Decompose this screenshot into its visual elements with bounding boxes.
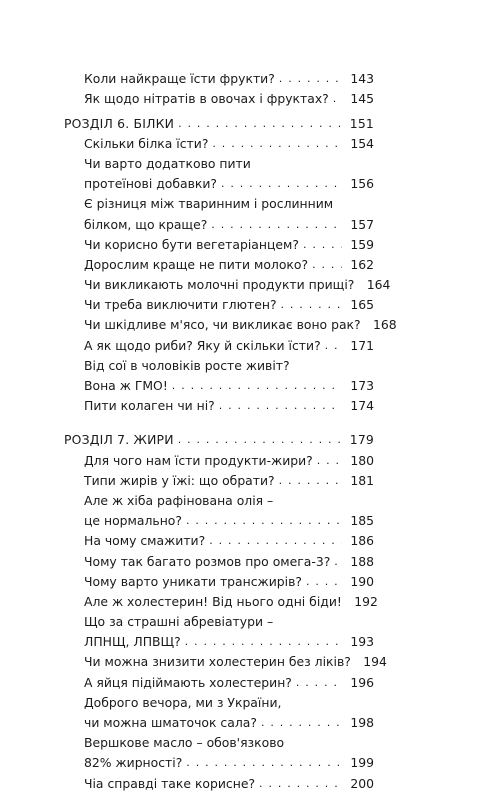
toc-entry-title: Вершкове масло – обов'язково	[84, 735, 285, 751]
dot-leader	[186, 514, 342, 528]
chapter-heading-title: РОЗДІЛ 7. ЖИРИ	[64, 432, 174, 448]
toc-entry	[64, 569, 374, 589]
toc-entry	[64, 272, 391, 293]
toc-entry	[64, 609, 374, 629]
toc-entry	[64, 669, 374, 689]
page-number: 162	[350, 256, 374, 272]
table-of-contents	[64, 66, 397, 791]
toc-entry	[64, 710, 374, 730]
toc-entry-title: Коли найкраще їсти фрукти?	[84, 71, 275, 87]
toc-entry-title: На чому смажити?	[84, 533, 206, 549]
dot-leader	[211, 218, 342, 232]
toc-entry	[64, 649, 387, 670]
page-number: 159	[350, 236, 374, 252]
page-number: 156	[350, 176, 374, 192]
toc-entry-title: Пити колаген чи ні?	[84, 398, 215, 414]
toc-entry	[64, 373, 374, 393]
page-number: 181	[350, 472, 374, 488]
toc-entry-title: Чи шкідливе м'ясо, чи викликає воно рак?	[84, 317, 361, 333]
toc-entry-title: Чому варто уникати трансжирів?	[84, 573, 302, 589]
page-number: 190	[350, 573, 374, 589]
toc-entry	[64, 332, 374, 352]
page-number: 193	[350, 634, 374, 650]
toc-entry-title: Скільки білка їсти?	[84, 135, 209, 151]
toc-entry	[64, 548, 374, 568]
page-number: 151	[349, 115, 374, 131]
toc-entry	[64, 211, 374, 231]
page-number: 171	[350, 337, 374, 353]
toc-entry-title: Чи треба виключити глютен?	[84, 297, 277, 313]
toc-entry	[64, 750, 374, 770]
toc-entry-title: білком, що краще?	[84, 216, 208, 232]
toc-entry	[64, 292, 374, 312]
dot-leader	[281, 298, 342, 312]
toc-entry	[64, 353, 374, 373]
toc-entry-title: ЛПНЩ, ЛПВЩ?	[84, 634, 181, 650]
dot-leader	[259, 777, 342, 791]
page-number: 192	[354, 593, 378, 609]
dot-leader	[333, 92, 342, 106]
toc-entry	[64, 232, 374, 252]
toc-entry-title: Для чого нам їсти продукти-жири?	[84, 452, 313, 468]
toc-entry-title: протеїнові добавки?	[84, 176, 217, 192]
toc-entry-title: Типи жирів у їжі: що обрати?	[84, 472, 275, 488]
dot-leader	[325, 339, 342, 353]
toc-entry	[64, 770, 374, 790]
toc-entry	[64, 171, 374, 191]
chapter-heading	[64, 427, 374, 447]
toc-entry	[64, 131, 374, 151]
dot-leader	[185, 635, 342, 649]
toc-entry-title: Дорослим краще не пити молоко?	[84, 256, 309, 272]
toc-entry-title: чи можна шматочок сала?	[84, 715, 257, 730]
dot-leader	[186, 756, 342, 770]
page-number: 199	[350, 755, 374, 771]
toc-entry-title: 82% жирності?	[84, 755, 183, 771]
dot-leader	[172, 379, 342, 393]
dot-leader	[212, 137, 342, 151]
chapter-heading	[64, 110, 374, 130]
toc-entry	[64, 508, 374, 528]
toc-entry-title: Чи корисно бути вегетаріанцем?	[84, 236, 299, 252]
page-number: 173	[350, 378, 374, 393]
chapter-heading-title: РОЗДІЛ 6. БІЛКИ	[64, 115, 175, 131]
toc-entry	[64, 488, 374, 508]
page-number: 200	[350, 775, 374, 791]
toc-entry-title: А як щодо риби? Яку й скільки їсти?	[84, 337, 321, 353]
toc-entry-title: це нормально?	[84, 513, 182, 529]
toc-entry-title: Є різниця між тваринним і рослинним	[84, 196, 334, 212]
toc-entry	[64, 528, 374, 548]
toc-entry	[64, 690, 374, 710]
toc-entry	[64, 468, 374, 488]
toc-entry	[64, 86, 374, 106]
page-number: 196	[350, 674, 374, 690]
toc-entry-title: Від сої в чоловіків росте живіт?	[84, 357, 290, 373]
dot-leader	[317, 454, 342, 468]
dot-leader	[312, 258, 342, 272]
page-number: 188	[350, 553, 374, 569]
toc-entry-title: Чи можна знизити холестерин без ліків?	[84, 654, 351, 670]
page-number: 154	[350, 135, 374, 151]
toc-entry-title: Але ж холестерин! Від нього одні біди!	[84, 593, 342, 609]
toc-entry	[64, 312, 397, 333]
toc-entry	[64, 252, 374, 272]
page-number: 145	[350, 91, 374, 107]
page-number: 198	[350, 715, 374, 730]
toc-entry-title: Вона ж ГМО!	[84, 378, 168, 393]
page-number: 165	[350, 297, 374, 313]
dot-leader	[296, 676, 342, 690]
toc-entry-title: Чи варто додатково пити	[84, 155, 251, 171]
page-number: 194	[363, 654, 387, 670]
toc-entry-title: Але ж хіба рафінована олія –	[84, 492, 274, 508]
dot-leader	[279, 72, 342, 86]
toc-entry	[64, 66, 374, 86]
dot-leader	[303, 238, 342, 252]
toc-entry-title: Що за страшні абревіатури –	[84, 614, 274, 630]
dot-leader	[279, 474, 342, 488]
toc-entry	[64, 730, 374, 750]
toc-entry-title: Як щодо нітратів в овочах і фруктах?	[84, 91, 329, 107]
page-number: 157	[350, 216, 374, 232]
dot-leader	[334, 555, 342, 569]
toc-entry	[64, 151, 374, 171]
toc-entry	[64, 191, 374, 211]
dot-leader	[221, 177, 342, 191]
toc-entry	[64, 589, 378, 609]
page-number: 143	[350, 71, 374, 87]
page-number: 186	[350, 533, 374, 549]
toc-entry-title: Чіа справді таке корисне?	[84, 775, 256, 791]
page-number: 179	[349, 432, 374, 448]
dot-leader	[219, 399, 342, 413]
toc-entry-title: Чому так багато розмов про омега-3?	[84, 553, 331, 569]
dot-leader	[306, 575, 342, 589]
dot-leader	[178, 117, 342, 131]
toc-entry-title: Доброго вечора, ми з України,	[84, 694, 282, 710]
toc-entry	[64, 447, 374, 467]
page-number: 174	[350, 398, 374, 414]
page-number: 168	[372, 317, 397, 333]
toc-entry	[64, 393, 374, 413]
toc-entry-title: А яйця підіймають холестерин?	[84, 674, 292, 690]
page-number: 164	[366, 277, 391, 293]
toc-entry-title: Чи викликають молочні продукти прищі?	[84, 277, 355, 293]
dot-leader	[261, 716, 342, 730]
dot-leader	[178, 433, 342, 447]
page-number: 185	[350, 513, 374, 529]
toc-entry	[64, 629, 374, 649]
dot-leader	[209, 534, 342, 548]
page-number: 180	[350, 452, 374, 468]
